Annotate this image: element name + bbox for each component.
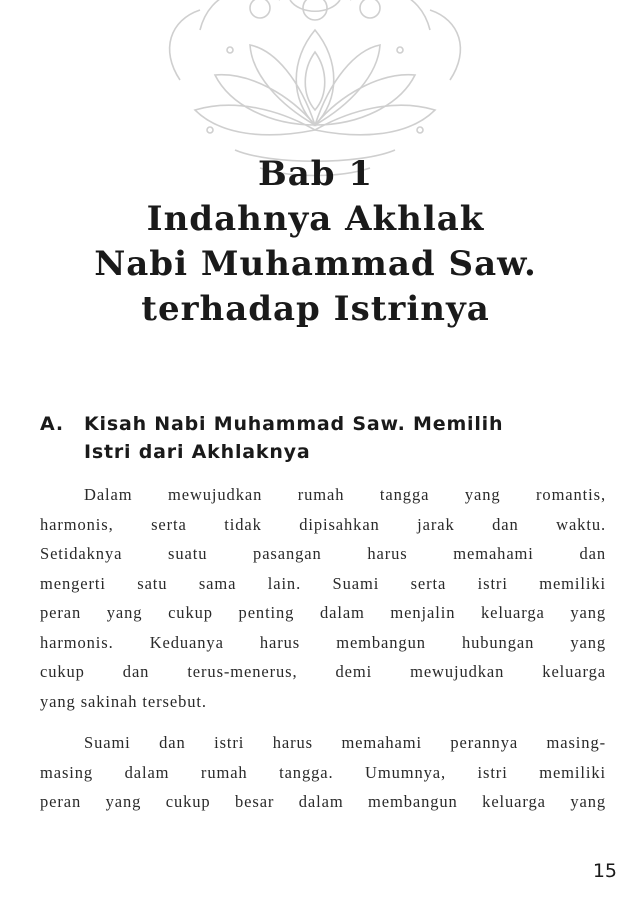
paragraph-line: Suami dan istri harus memahami perannya masing- (84, 733, 606, 752)
paragraph-line: peran yang cukup penting dalam menjalin keluarga yang (40, 603, 606, 622)
section-heading-text (84, 410, 610, 466)
paragraph-line: cukup dan terus-menerus, demi mewujudkan keluarga (40, 662, 606, 681)
chapter-title-line: Bab 1 (257, 154, 374, 194)
chapter-title-line: Indahnya Akhlak (146, 199, 485, 239)
paragraph-line: mengerti satu sama lain. Suami serta istri memiliki (40, 573, 606, 593)
paragraph-line: peran yang cukup besar dalam membangun keluarga yang (40, 792, 606, 811)
paragraph-2 (40, 728, 606, 817)
paragraph-1 (40, 480, 606, 716)
paragraph-line: Dalam mewujudkan rumah tangga yang romantis, (84, 485, 606, 504)
paragraph-line: masing dalam rumah tangga. Umumnya, istri memiliki (40, 762, 606, 782)
section-heading (40, 410, 610, 466)
chapter-title-line: Nabi Muhammad Saw. (94, 244, 537, 284)
paragraph-line: harmonis, serta tidak dipisahkan jarak dan waktu. (40, 514, 606, 534)
section-heading-line: Kisah Nabi Muhammad Saw. Memilih (84, 413, 504, 435)
section-heading-line: Istri dari Akhlaknya (84, 441, 311, 463)
chapter-title-line: terhadap Istrinya (141, 289, 490, 329)
section-letter: A. (40, 413, 64, 435)
chapter-title (0, 152, 631, 332)
paragraph-line: yang sakinah tersebut. (40, 691, 207, 711)
paragraph-line: harmonis. Keduanya harus membangun hubungan yang (40, 632, 606, 652)
page-number: 15 (592, 860, 617, 882)
paragraph-line: Setidaknya suatu pasangan harus memahami dan (40, 544, 606, 563)
